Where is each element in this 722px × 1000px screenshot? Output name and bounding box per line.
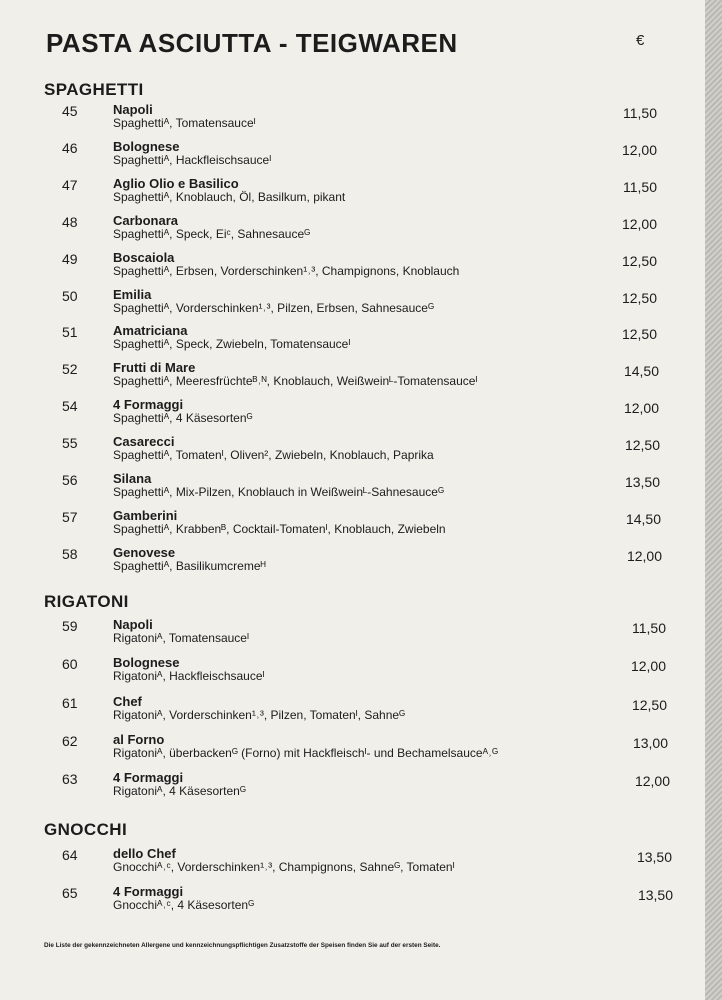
menu-item: [0, 287, 705, 321]
item-description: Spaghettiᴬ, Basilikumcremeᴴ: [113, 559, 266, 573]
item-description: Spaghettiᴬ, Speck, Eiᶜ, Sahnesauceᴳ: [113, 227, 311, 241]
item-number: 48: [62, 214, 78, 230]
item-name: 4 Formaggi: [113, 397, 184, 412]
item-number: 47: [62, 177, 78, 193]
item-description: Gnocchiᴬ˒ᶜ, Vorderschinken¹˒³, Champignons, Sahneᴳ, Tomatenᴵ: [113, 860, 455, 874]
menu-item: [0, 434, 705, 468]
item-number: 55: [62, 435, 78, 451]
item-number: 57: [62, 509, 78, 525]
item-name: Carbonara: [113, 213, 179, 228]
menu-item: [0, 250, 705, 284]
item-price: 12,50: [631, 697, 667, 713]
item-name: Genovese: [113, 545, 176, 560]
item-price: 12,00: [621, 216, 657, 232]
item-number: 59: [62, 618, 78, 634]
item-name: al Forno: [113, 732, 165, 747]
item-number: 45: [62, 103, 78, 119]
item-number: 58: [62, 546, 78, 562]
item-price: 11,50: [623, 179, 657, 195]
section-title: SPAGHETTI: [44, 80, 144, 99]
item-number: 64: [62, 847, 78, 863]
item-description: Spaghettiᴬ, Meeresfrüchteᴮ˒ᴺ, Knoblauch, Weißweinᴸ-Tomatensauceᴵ: [113, 374, 478, 388]
item-price: 12,00: [630, 658, 666, 674]
menu-item: [0, 360, 705, 394]
menu-item: [0, 213, 705, 247]
item-price: 12,50: [621, 326, 657, 342]
page-edge: [705, 0, 722, 1000]
item-description: Spaghettiᴬ, 4 Käsesortenᴳ: [113, 411, 253, 425]
item-number: 60: [62, 656, 78, 672]
item-description: Spaghettiᴬ, Erbsen, Vorderschinken¹˒³, Champignons, Knoblauch: [113, 264, 460, 278]
item-description: Spaghettiᴬ, Speck, Zwiebeln, Tomatensauceᴵ: [113, 337, 351, 351]
item-price: 13,50: [637, 887, 673, 903]
menu-item: [0, 846, 705, 880]
item-number: 56: [62, 472, 78, 488]
page-title: PASTA ASCIUTTA - TEIGWAREN: [46, 28, 458, 58]
item-number: 62: [62, 733, 78, 749]
item-price: 14,50: [623, 363, 659, 379]
item-name: dello Chef: [113, 846, 176, 861]
item-name: Napoli: [113, 102, 153, 117]
item-number: 65: [62, 885, 78, 901]
menu-item: [0, 617, 705, 651]
item-price: 11,50: [632, 620, 666, 636]
item-name: Gamberini: [113, 508, 178, 523]
item-number: 46: [62, 140, 78, 156]
item-name: Bolognese: [113, 139, 180, 154]
item-description: Spaghettiᴬ, Tomatensauceᴵ: [113, 116, 256, 130]
item-name: Frutti di Mare: [113, 360, 196, 375]
menu-item: [0, 770, 705, 804]
menu-item: [0, 176, 705, 210]
currency-label: €: [636, 32, 645, 49]
item-description: Gnocchiᴬ˒ᶜ, 4 Käsesortenᴳ: [113, 898, 255, 912]
item-description: Spaghettiᴬ, Knoblauch, Öl, Basilkum, pikant: [113, 190, 346, 204]
item-name: Emilia: [113, 287, 152, 302]
item-description: Rigatoniᴬ, Vorderschinken¹˒³, Pilzen, Tomatenᴵ, Sahneᴳ: [113, 708, 405, 722]
item-description: Spaghettiᴬ, Tomatenᴵ, Oliven², Zwiebeln, Knoblauch, Paprika: [113, 448, 434, 462]
allergen-footnote: Die Liste der gekennzeichneten Allergene und kennzeichnungspflichtigen Zusatzstoffe der Speisen finden Sie auf der ersten Seite.: [44, 942, 441, 949]
item-price: 12,00: [623, 400, 659, 416]
menu-item: [0, 884, 705, 918]
item-description: Spaghettiᴬ, Mix-Pilzen, Knoblauch in Weißweinᴸ-Sahnesauceᴳ: [113, 485, 444, 499]
item-number: 61: [62, 695, 78, 711]
item-name: Casarecci: [113, 434, 175, 449]
menu-item: [0, 545, 705, 579]
item-price: 12,50: [621, 253, 657, 269]
item-number: 52: [62, 361, 78, 377]
menu-item: [0, 655, 705, 689]
item-description: Rigatoniᴬ, Tomatensauceᴵ: [113, 631, 249, 645]
item-number: 63: [62, 771, 78, 787]
item-description: Rigatoniᴬ, Hackfleischsauceᴵ: [113, 669, 265, 683]
item-price: 12,00: [621, 142, 657, 158]
item-price: 13,50: [636, 849, 672, 865]
menu-item: [0, 732, 705, 766]
item-price: 12,00: [626, 548, 662, 564]
menu-item: [0, 508, 705, 542]
item-name: Bolognese: [113, 655, 180, 670]
menu-item: [0, 397, 705, 431]
item-name: Amatriciana: [113, 323, 188, 338]
item-number: 50: [62, 288, 78, 304]
item-description: Rigatoniᴬ, 4 Käsesortenᴳ: [113, 784, 246, 798]
item-number: 49: [62, 251, 78, 267]
menu-item: [0, 694, 705, 728]
item-description: Spaghettiᴬ, Krabbenᴮ, Cocktail-Tomatenᴵ, Knoblauch, Zwiebeln: [113, 522, 446, 536]
item-price: 12,50: [624, 437, 660, 453]
item-description: Spaghettiᴬ, Vorderschinken¹˒³, Pilzen, Erbsen, Sahnesauceᴳ: [113, 301, 434, 315]
item-price: 11,50: [623, 105, 657, 121]
item-price: 13,00: [632, 735, 668, 751]
menu-item: [0, 471, 705, 505]
item-price: 14,50: [625, 511, 661, 527]
section-title: RIGATONI: [44, 592, 129, 611]
item-number: 54: [62, 398, 78, 414]
item-price: 13,50: [624, 474, 660, 490]
item-name: 4 Formaggi: [113, 770, 184, 785]
item-number: 51: [62, 324, 78, 340]
menu-item: [0, 323, 705, 357]
item-name: Chef: [113, 694, 142, 709]
item-name: Aglio Olio e Basilico: [113, 176, 239, 191]
item-description: Spaghettiᴬ, Hackfleischsauceᴵ: [113, 153, 272, 167]
item-description: Rigatoniᴬ, überbackenᴳ (Forno) mit Hackfleischᴵ- und Bechamelsauceᴬ˒ᴳ: [113, 746, 498, 760]
item-name: Boscaiola: [113, 250, 175, 265]
item-price: 12,00: [634, 773, 670, 789]
menu-item: [0, 102, 705, 136]
menu-item: [0, 139, 705, 173]
item-name: Silana: [113, 471, 152, 486]
item-name: Napoli: [113, 617, 153, 632]
section-title: GNOCCHI: [44, 820, 128, 839]
item-price: 12,50: [621, 290, 657, 306]
item-name: 4 Formaggi: [113, 884, 184, 899]
